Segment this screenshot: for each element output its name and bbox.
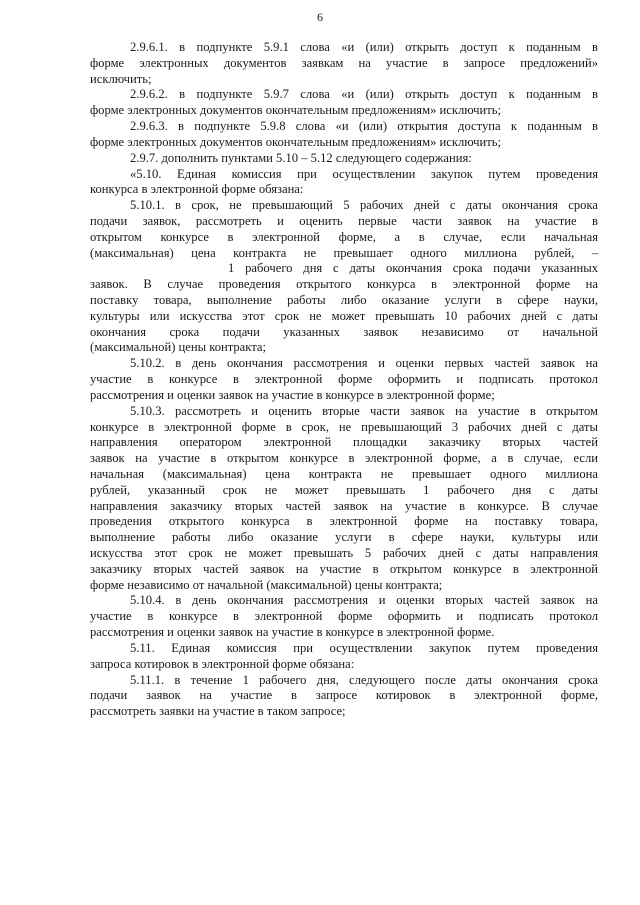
text-line: исключить;: [90, 71, 152, 86]
text-line: направления заказчику вторых частей заявок на участие в конкурсе. В случае: [90, 498, 598, 513]
text-line: выполнение работы либо оказание услуги в сфере науки, культуры или: [90, 530, 598, 545]
text-line: заявок. В случае проведения открытого конкурса в электронной форме на: [90, 277, 598, 292]
text-line: подачи заявок на участие в запросе котировок в электронной форме,: [90, 688, 598, 703]
text-line: поставку товара, выполнение работы либо оказание услуги в сфере науки,: [90, 293, 598, 307]
text-line: 2.9.6.1. в подпункте 5.9.1 слова «и (или) открыть доступ к поданным в: [130, 40, 598, 54]
text-line: 5.11.1. в течение 1 рабочего дня, следующего после даты окончания срока: [130, 672, 598, 687]
text-line: культуры или искусства этот срок не может превышать 10 рабочих дней с даты: [90, 308, 598, 323]
text-line: 5.11. Единая комиссия при осуществлении закупок путем проведения: [130, 640, 598, 655]
text-line: рассмотрения и оценки заявок на участие в конкурсе в электронной форме.: [90, 625, 495, 640]
text-line: конкурсе в электронной форме в срок, не превышающий 3 рабочих дней с даты: [90, 419, 598, 434]
text-line: направления оператором электронной площадки заказчику вторых частей: [90, 435, 598, 450]
page-number: 6: [317, 10, 323, 24]
text-line: участие в конкурсе в электронной форме оформить и подписать протокол: [90, 372, 598, 387]
text-line: запроса котировок в электронной форме обязана:: [90, 656, 355, 671]
text-line: 2.9.6.2. в подпункте 5.9.7 слова «и (или) открыть доступ к поданным в: [130, 87, 598, 102]
text-line: участие в конкурсе в электронной форме оформить и подписать протокол: [90, 609, 598, 624]
text-line: заявок на участие в открытом конкурсе в электронной форме, а в случае, если: [90, 451, 598, 466]
text-line: подачи заявок, рассмотреть и оценить первые части заявок на участие в: [90, 213, 598, 228]
text-line: рассмотрения и оценки заявок на участие в конкурсе в электронной форме;: [90, 387, 495, 402]
text-line: заказчику вторых частей заявок на участие в открытом конкурсе в электронной: [90, 561, 598, 576]
text-line: открытом конкурсе в электронной форме, а в случае, если начальная: [90, 229, 598, 244]
text-line: конкурса в электронной форме обязана:: [90, 182, 304, 197]
text-line: 5.10.1. в срок, не превышающий 5 рабочих дней с даты окончания срока: [130, 198, 598, 213]
text-line: 5.10.3. рассмотреть и оценить вторые части заявок на участие в открытом: [130, 403, 598, 418]
text-line: рассмотреть заявки на участие в таком запросе;: [90, 704, 346, 719]
text-line: (максимальной) цены контракта;: [90, 340, 266, 355]
text-line: «5.10. Единая комиссия при осуществлении закупок путем проведения: [130, 166, 598, 181]
text-line: (максимальная) цена контракта не превышает одного миллиона рублей, –: [90, 245, 598, 260]
text-line: 5.10.2. в день окончания рассмотрения и оценки первых частей заявок на: [130, 356, 598, 371]
text-line: проведения открытого конкурса в электронной форме на поставку товара,: [90, 514, 598, 529]
text-line: форме электронных документов окончательным предложениям» исключить;: [90, 134, 501, 149]
document-body-text: [90, 40, 598, 720]
text-line: 2.9.6.3. в подпункте 5.9.8 слова «и (или) открытия доступа к поданным в: [130, 119, 598, 134]
text-line: 1 рабочего дня с даты окончания срока подачи указанных: [228, 261, 598, 276]
text-line: рублей, указанный срок не может превышать 1 рабочего дня с даты: [90, 482, 598, 497]
text-line: окончания срока подачи указанных заявок независимо от начальной: [90, 324, 598, 339]
text-line: форме электронных документов окончательным предложениям» исключить;: [90, 103, 501, 118]
text-line: 5.10.4. в день окончания рассмотрения и оценки вторых частей заявок на: [130, 593, 598, 608]
text-line: 2.9.7. дополнить пунктами 5.10 – 5.12 следующего содержания:: [130, 150, 472, 165]
text-line: начальная (максимальная) цена контракта не превышает одного миллиона: [90, 466, 598, 481]
text-line: форме электронных документов заявкам на участие в запросе предложений»: [90, 55, 598, 70]
text-line: искусства этот срок не может превышать 5 рабочих дней с даты направления: [90, 546, 598, 560]
text-line: форме независимо от начальной (максимальной) цены контракта;: [90, 577, 443, 592]
